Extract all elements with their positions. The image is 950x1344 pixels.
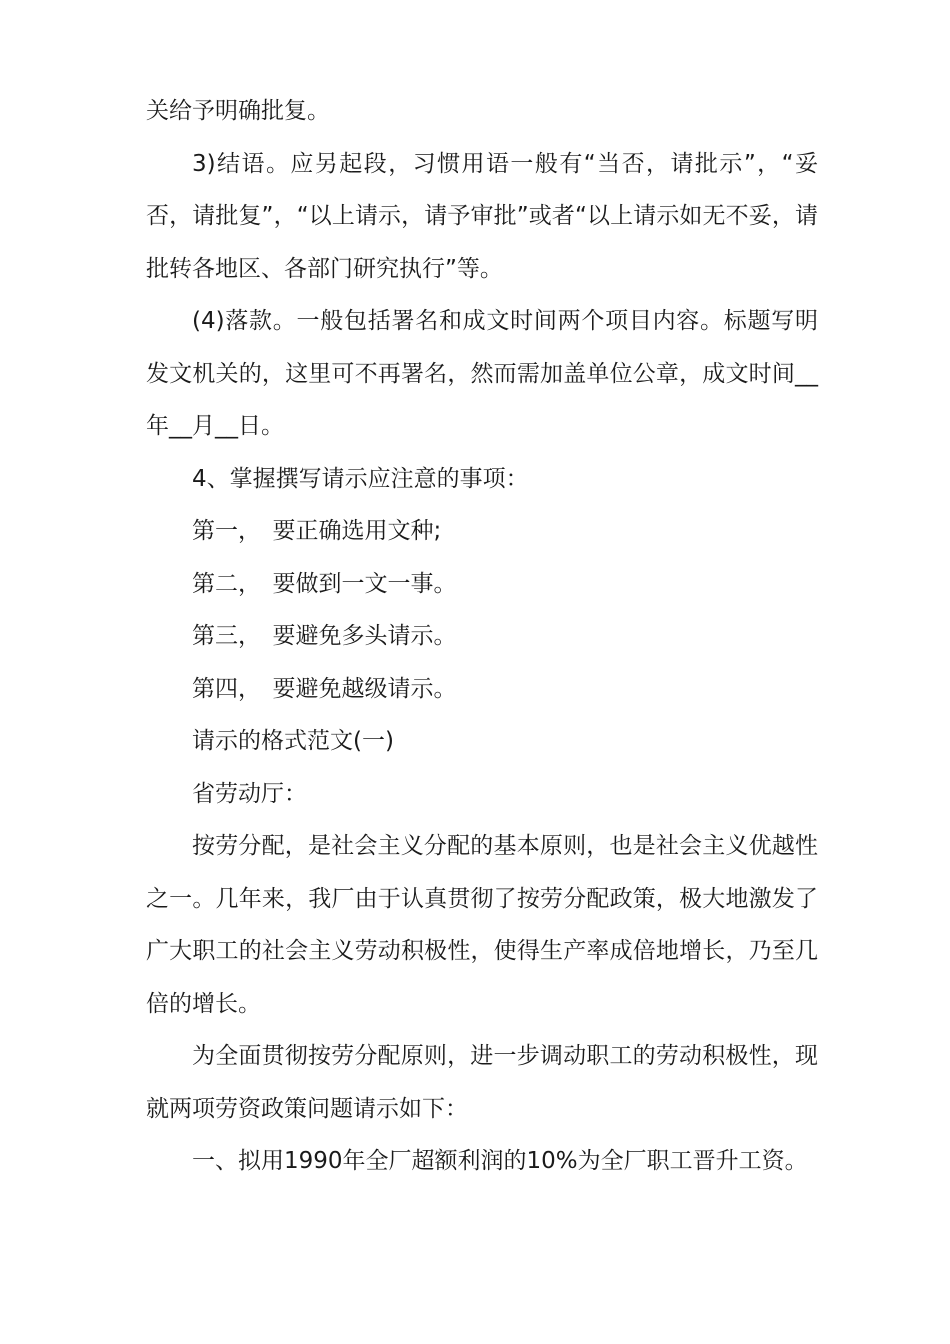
- paragraph-11: 按劳分配，是社会主义分配的基本原则，也是社会主义优越性之一。几年来，我厂由于认真贯彻了按劳分配政策，极大地激发了广大职工的社会主义劳动积极性，使得生产率成倍地增长，乃至几倍的增长。: [146, 833, 818, 1017]
- paragraph-12: 为全面贯彻按劳分配原则，进一步调动职工的劳动积极性，现就两项劳资政策问题请示如下：: [146, 1043, 818, 1122]
- document-body: [146, 85, 818, 1188]
- paragraph-13: 一、拟用1990年全厂超额利润的10%为全厂职工晋升工资。: [192, 1148, 808, 1174]
- paragraph-2: 3)结语。应另起段，习惯用语一般有“当否，请批示”，“妥否，请批复”，“以上请示，请予审批”或者“以上请示如无不妥，请批转各地区、各部门研究执行”等。: [146, 150, 818, 282]
- paragraph-9: 请示的格式范文(一): [192, 728, 394, 754]
- paragraph-5: 第一， 要正确选用文种;: [192, 518, 442, 544]
- paragraph-3: (4)落款。一般包括署名和成文时间两个项目内容。标题写明发文机关的，这里可不再署名，然而需加盖单位公章，成文时间__年__月__日。: [146, 308, 818, 439]
- paragraph-4: 4、掌握撰写请示应注意的事项：: [192, 465, 529, 492]
- paragraph-10: 省劳动厅：: [192, 780, 307, 807]
- paragraph-1: 关给予明确批复。: [146, 98, 330, 124]
- paragraph-8: 第四， 要避免越级请示。: [192, 675, 457, 702]
- paragraph-6: 第二， 要做到一文一事。: [192, 570, 457, 597]
- paragraph-7: 第三， 要避免多头请示。: [192, 623, 457, 649]
